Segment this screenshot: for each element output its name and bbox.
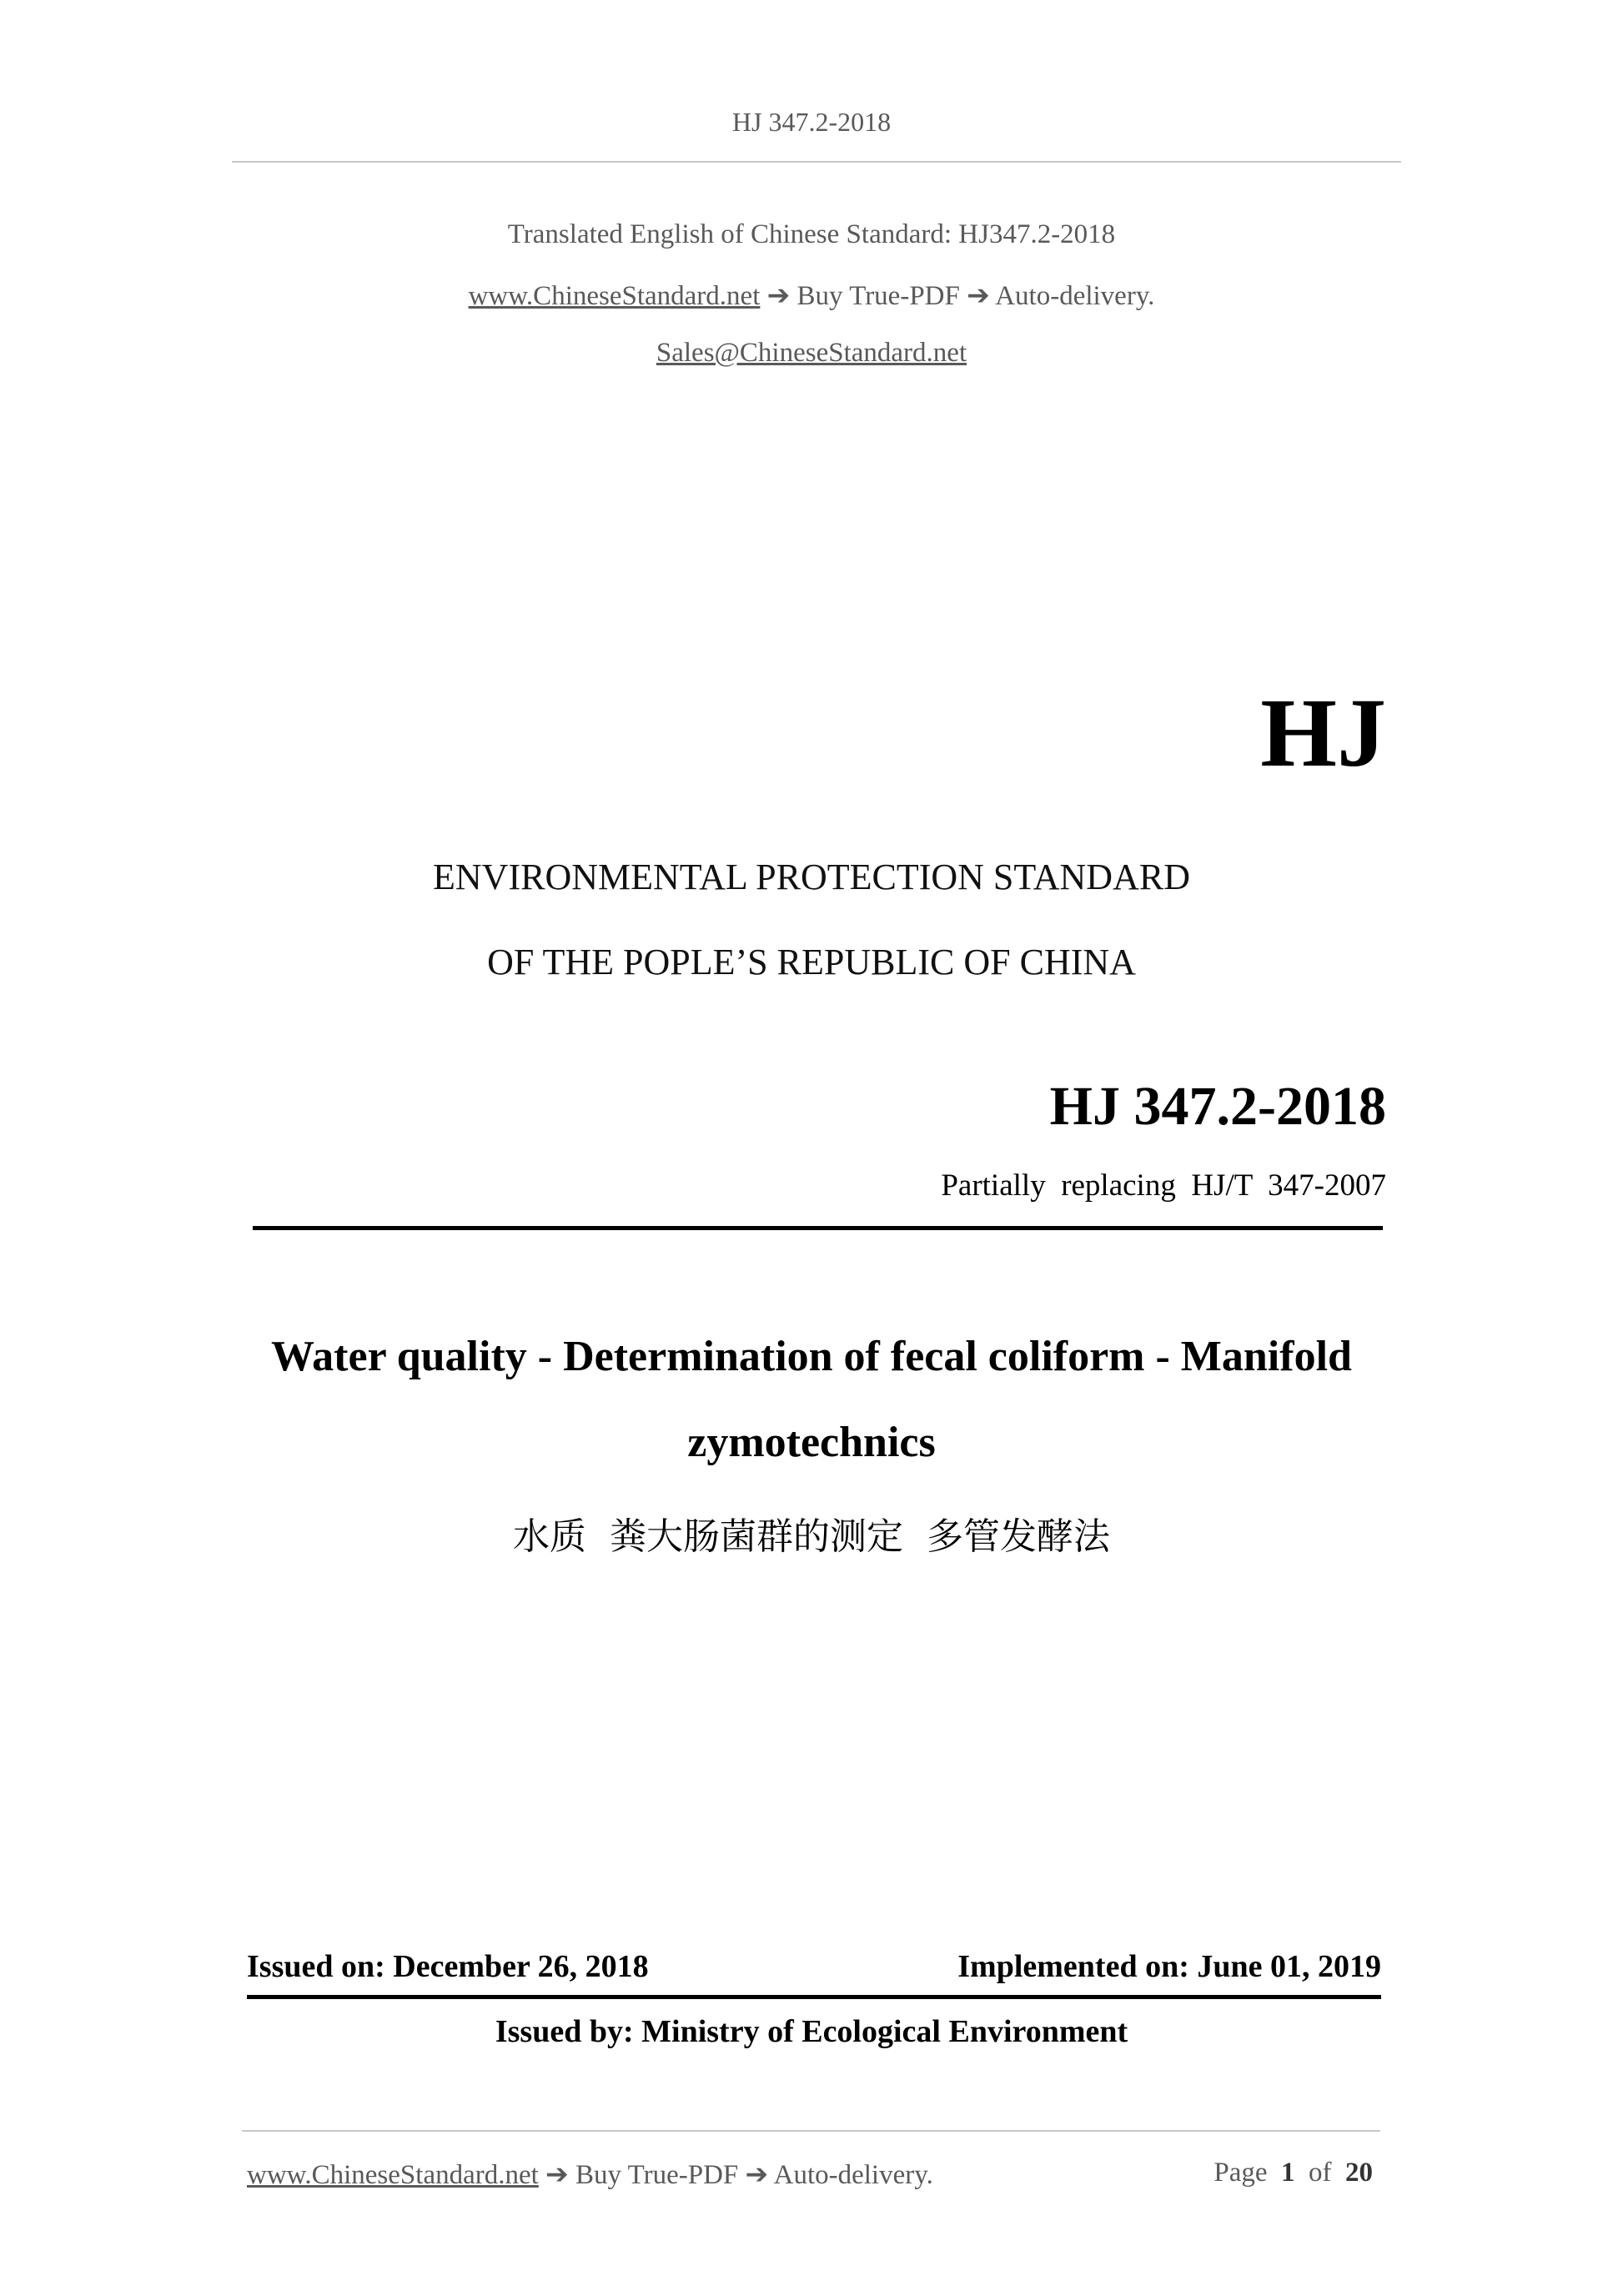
standard-divider bbox=[253, 1226, 1383, 1230]
arrow-right-icon: ➔ bbox=[766, 281, 791, 311]
hj-logo: HJ bbox=[1260, 678, 1386, 787]
title-line-1: Water quality - Determination of fecal coliform - Manifold bbox=[271, 1333, 1352, 1380]
footer-buy-pdf-text: Buy True-PDF bbox=[575, 2160, 739, 2190]
email-line bbox=[0, 338, 1623, 369]
footer-site-link[interactable]: www.ChineseStandard.net bbox=[247, 2160, 539, 2190]
auto-delivery-text: Auto-delivery. bbox=[995, 281, 1155, 311]
page-of: of bbox=[1309, 2158, 1332, 2188]
footer-links bbox=[247, 2158, 933, 2191]
footer-divider bbox=[242, 2130, 1380, 2132]
page-indicator bbox=[1213, 2158, 1373, 2188]
issued-by: Issued by: Ministry of Ecological Environment bbox=[495, 2014, 1128, 2049]
arrow-right-icon: ➔ bbox=[545, 2160, 569, 2190]
title-line-2: zymotechnics bbox=[687, 1419, 936, 1466]
implemented-date: Implemented on: June 01, 2019 bbox=[957, 1949, 1381, 1984]
issued-date: Issued on: December 26, 2018 bbox=[247, 1949, 649, 1984]
title-chinese: 水质 粪大肠菌群的测定 多管发酵法 bbox=[513, 1515, 1110, 1558]
page-current: 1 bbox=[1281, 2158, 1295, 2188]
running-header: HJ 347.2-2018 bbox=[731, 107, 892, 137]
promo-line: Translated English of Chinese Standard: HJ347.2-2018 bbox=[507, 219, 1116, 249]
org-line-1: ENVIRONMENTAL PROTECTION STANDARD bbox=[433, 857, 1190, 897]
buy-pdf-text: Buy True-PDF bbox=[796, 281, 960, 311]
site-link[interactable]: www.ChineseStandard.net bbox=[468, 281, 761, 311]
footer-auto-delivery-text: Auto-delivery. bbox=[773, 2160, 933, 2190]
arrow-right-icon: ➔ bbox=[745, 2160, 769, 2190]
org-line-2: OF THE POPLE’S REPUBLIC OF CHINA bbox=[487, 942, 1136, 982]
standard-number: HJ 347.2-2018 bbox=[1049, 1076, 1386, 1137]
page-label: Page bbox=[1213, 2158, 1268, 2188]
promo-links-line bbox=[0, 279, 1623, 312]
dates-divider bbox=[247, 1995, 1381, 1999]
page-total: 20 bbox=[1345, 2158, 1373, 2188]
email-link[interactable]: Sales@ChineseStandard.net bbox=[656, 338, 967, 368]
arrow-right-icon: ➔ bbox=[967, 281, 990, 311]
replacing-note: Partially replacing HJ/T 347-2007 bbox=[941, 1168, 1386, 1203]
header-divider bbox=[232, 161, 1401, 163]
